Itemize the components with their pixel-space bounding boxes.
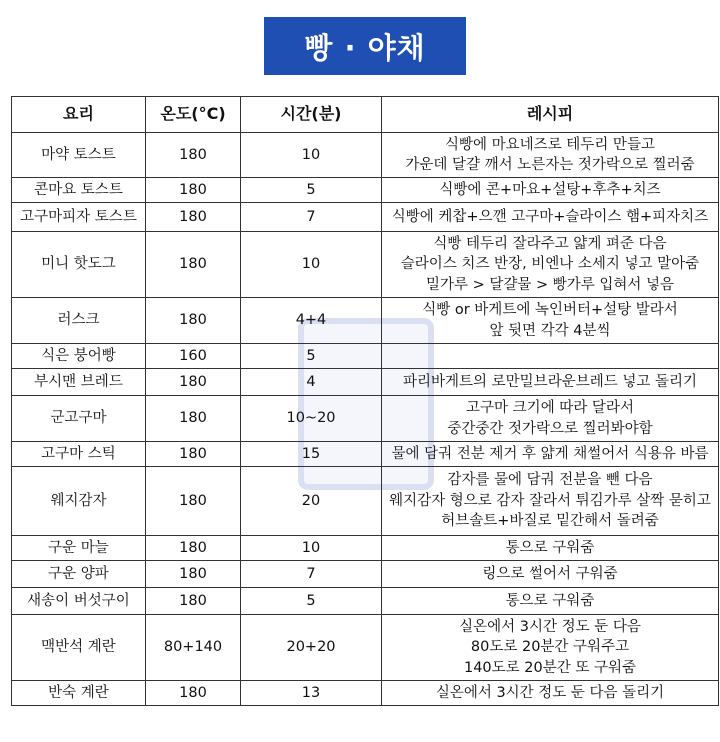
time-cell: 10 <box>241 536 382 561</box>
header-temperature: 온도(°C) <box>146 97 241 133</box>
table-row <box>12 396 719 442</box>
table-row <box>12 133 719 178</box>
recipe-cell <box>382 344 719 369</box>
recipe-cell <box>382 133 719 178</box>
recipe-line: 밀가루 > 달걀물 > 빵가루 입혀서 넣음 <box>425 276 675 293</box>
recipe-cell <box>382 396 719 442</box>
table-row <box>12 681 719 706</box>
recipe-line: 식빵에 케찹+으깬 고구마+슬라이스 햄+피자치즈 <box>391 208 709 225</box>
temperature-cell: 180 <box>146 467 241 536</box>
temperature-cell: 180 <box>146 561 241 588</box>
header-dish: 요리 <box>12 97 146 133</box>
table-row <box>12 369 719 396</box>
temperature-cell: 180 <box>146 133 241 178</box>
dish-cell: 맥반석 계란 <box>12 615 146 681</box>
recipe-cell <box>382 369 719 396</box>
time-cell: 10 <box>241 232 382 298</box>
recipe-line: 80도로 20분간 구워주고 <box>470 639 630 656</box>
recipe-line: 허브솔트+바질로 밑간해서 돌려줌 <box>441 513 659 530</box>
table-row <box>12 442 719 467</box>
recipe-cell <box>382 615 719 681</box>
recipe-cell <box>382 467 719 536</box>
table-header-row <box>12 97 719 133</box>
time-cell: 10~20 <box>241 396 382 442</box>
recipe-line: 중간중간 젓가락으로 찔러봐야함 <box>447 420 653 437</box>
recipe-line: 식빵에 마요네즈로 테두리 만들고 <box>445 136 655 153</box>
table-row <box>12 536 719 561</box>
recipe-cell <box>382 442 719 467</box>
page-title: 빵 · 야채 <box>264 17 466 75</box>
dish-cell: 러스크 <box>12 298 146 344</box>
recipe-cell <box>382 536 719 561</box>
recipe-cell <box>382 178 719 203</box>
temperature-cell: 180 <box>146 203 241 232</box>
table-row <box>12 615 719 681</box>
temperature-cell: 180 <box>146 442 241 467</box>
recipe-line: 슬라이스 치즈 반장, 비엔나 소세지 넣고 말아줌 <box>400 256 700 273</box>
dish-cell: 구운 마늘 <box>12 536 146 561</box>
recipe-line: 가운데 달걀 깨서 노른자는 젓가락으로 찔러줌 <box>405 157 695 173</box>
recipe-line: 링으로 썰어서 구워줌 <box>482 565 618 582</box>
recipe-line: 식빵에 콘+마요+설탕+후추+치즈 <box>439 181 661 198</box>
time-cell: 20 <box>241 467 382 536</box>
recipe-line: 식빵 테두리 잘라주고 얇게 펴준 다음 <box>433 235 667 252</box>
recipe-line: 물에 담궈 전분 제거 후 얇게 채썰어서 식용유 바름 <box>391 445 709 462</box>
temperature-cell: 180 <box>146 588 241 615</box>
time-cell: 5 <box>241 344 382 369</box>
temperature-cell: 180 <box>146 536 241 561</box>
recipe-line: 통으로 구워줌 <box>505 592 595 609</box>
recipe-table <box>11 96 719 706</box>
time-cell: 5 <box>241 588 382 615</box>
recipe-line: 웨지감자 형으로 감자 잘라서 튀김가루 살짝 묻히고 <box>389 492 711 509</box>
dish-cell: 구운 양파 <box>12 561 146 588</box>
dish-cell: 반숙 계란 <box>12 681 146 706</box>
recipe-line: 통으로 구워줌 <box>505 539 595 556</box>
recipe-cell <box>382 298 719 344</box>
dish-cell: 미니 핫도그 <box>12 232 146 298</box>
table-row <box>12 561 719 588</box>
recipe-line: 고구마 크기에 따라 달라서 <box>466 400 634 416</box>
time-cell: 4 <box>241 369 382 396</box>
recipe-cell <box>382 681 719 706</box>
table-row <box>12 232 719 298</box>
recipe-cell <box>382 561 719 588</box>
table-row <box>12 344 719 369</box>
dish-cell: 부시맨 브레드 <box>12 369 146 396</box>
dish-cell: 식은 붕어빵 <box>12 344 146 369</box>
recipe-line: 감자를 물에 담궈 전분을 뺀 다음 <box>447 472 653 489</box>
time-cell: 20+20 <box>241 615 382 681</box>
time-cell: 13 <box>241 681 382 706</box>
temperature-cell: 160 <box>146 344 241 369</box>
time-cell: 7 <box>241 203 382 232</box>
time-cell: 4+4 <box>241 298 382 344</box>
temperature-cell: 180 <box>146 369 241 396</box>
temperature-cell: 180 <box>146 681 241 706</box>
table-row <box>12 467 719 536</box>
table-row <box>12 178 719 203</box>
recipe-line: 앞 뒷면 각각 4분씩 <box>489 322 611 339</box>
header-recipe: 레시피 <box>382 97 719 133</box>
recipe-line: 식빵 or 바게트에 녹인버터+설탕 발라서 <box>422 302 678 318</box>
recipe-cell <box>382 588 719 615</box>
recipe-line: 140도로 20분간 또 구워줌 <box>463 659 636 676</box>
time-cell: 5 <box>241 178 382 203</box>
dish-cell: 고구마 스틱 <box>12 442 146 467</box>
time-cell: 7 <box>241 561 382 588</box>
temperature-cell: 180 <box>146 232 241 298</box>
recipe-cell <box>382 203 719 232</box>
time-cell: 10 <box>241 133 382 178</box>
recipe-line: 실온에서 3시간 정도 둔 다음 <box>459 618 641 635</box>
recipe-line: 실온에서 3시간 정도 둔 다음 돌리기 <box>435 684 665 701</box>
dish-cell: 군고구마 <box>12 396 146 442</box>
temperature-cell: 180 <box>146 298 241 344</box>
time-cell: 15 <box>241 442 382 467</box>
header-time: 시간(분) <box>241 97 382 133</box>
dish-cell: 콘마요 토스트 <box>12 178 146 203</box>
dish-cell: 새송이 버섯구이 <box>12 588 146 615</box>
table-body <box>12 133 719 706</box>
temperature-cell: 180 <box>146 396 241 442</box>
dish-cell: 마약 토스트 <box>12 133 146 178</box>
table-row <box>12 298 719 344</box>
table-row <box>12 203 719 232</box>
recipe-line: 파리바게트의 로만밀브라운브레드 넣고 돌리기 <box>403 373 697 390</box>
recipe-cell <box>382 232 719 298</box>
table-row <box>12 588 719 615</box>
temperature-cell: 180 <box>146 178 241 203</box>
temperature-cell: 80+140 <box>146 615 241 681</box>
dish-cell: 웨지감자 <box>12 467 146 536</box>
dish-cell: 고구마피자 토스트 <box>12 203 146 232</box>
